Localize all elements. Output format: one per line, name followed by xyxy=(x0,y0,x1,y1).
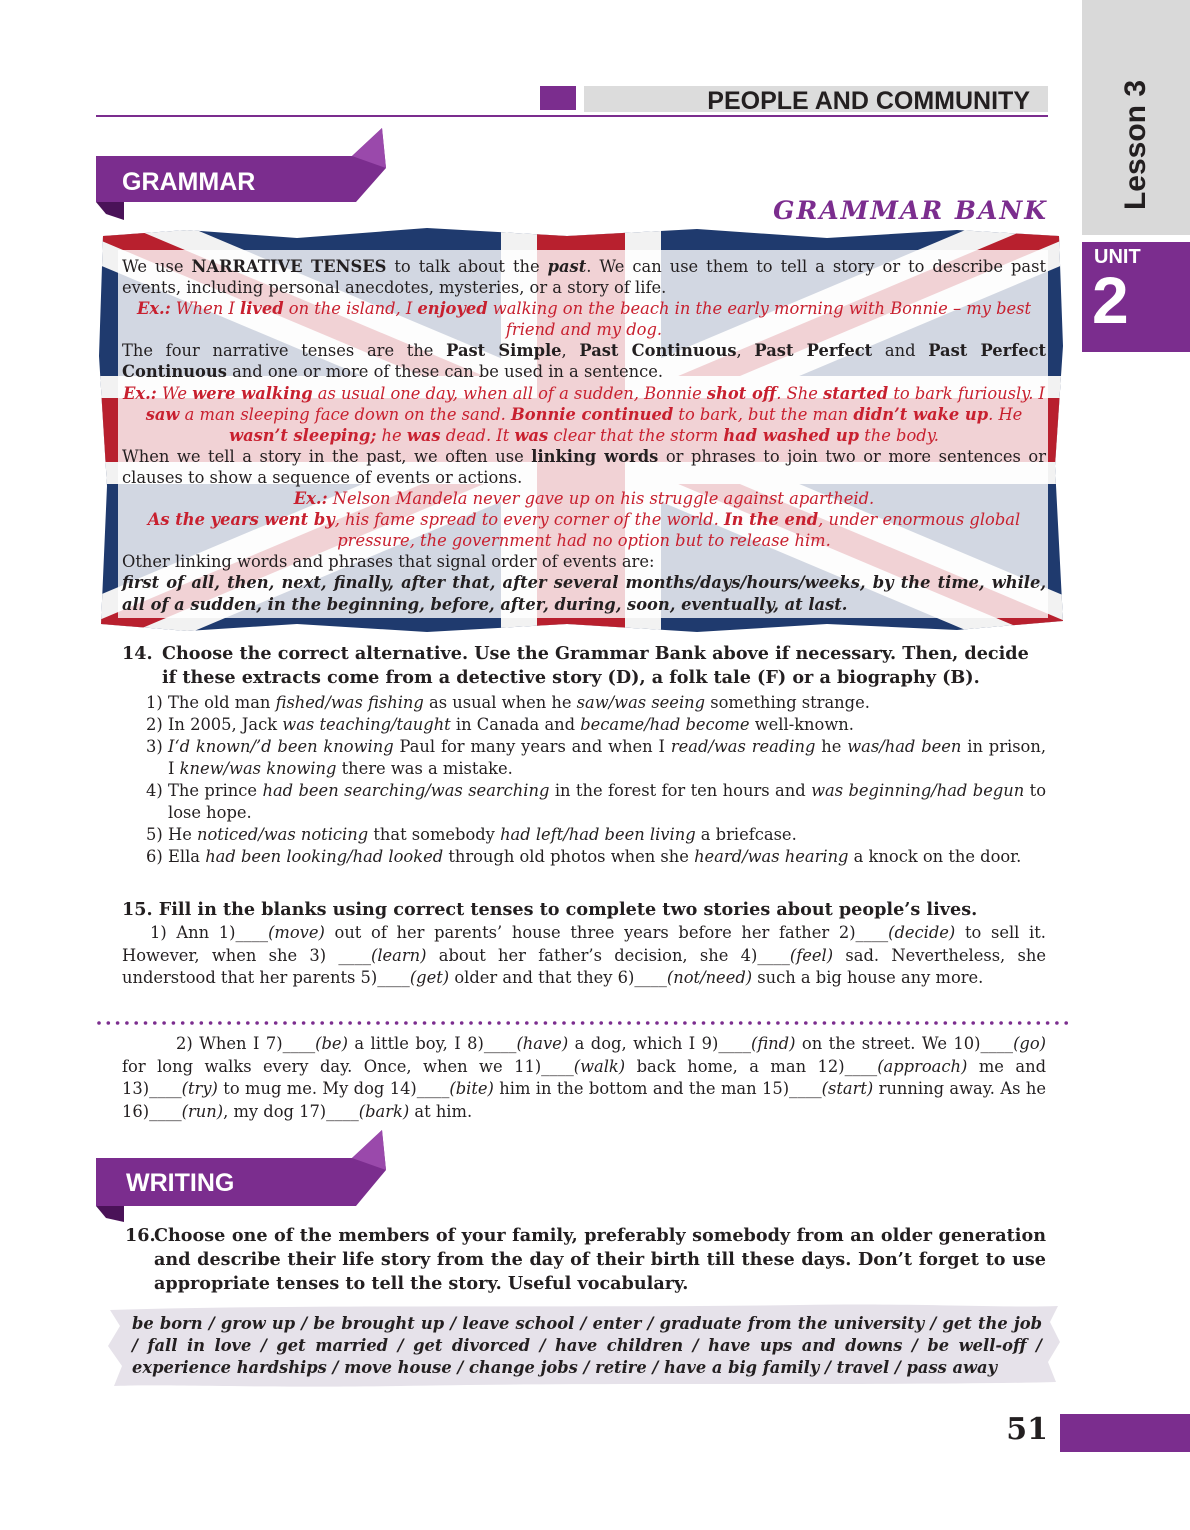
exercise-14-instruction: 14. Choose the correct alternative. Use the Grammar Bank above if necessary. Then, decide if these extracts come from a detective story (D), a folk tale (F) or a biography (B). xyxy=(122,643,1029,688)
divider-dot xyxy=(730,1021,734,1025)
grammar-paragraph-4: Other linking words and phrases that signal order of events are: xyxy=(122,552,655,572)
divider-dot xyxy=(386,1021,390,1025)
divider-dot xyxy=(125,1021,129,1025)
divider-dot xyxy=(181,1021,185,1025)
item-text: I‘d known/’d been knowing Paul for many years and when I read/was reading he was/had been in prison, I knew/was knowing there was a mistake. xyxy=(168,737,1047,778)
divider-dot xyxy=(348,1021,352,1025)
divider-dot xyxy=(134,1021,138,1025)
divider-dot xyxy=(785,1021,789,1025)
unit-badge xyxy=(1082,242,1190,352)
divider-dot xyxy=(916,1021,920,1025)
divider-dot xyxy=(525,1021,529,1025)
divider-dot xyxy=(832,1021,836,1025)
divider-dot xyxy=(553,1021,557,1025)
divider-dot xyxy=(990,1021,994,1025)
divider-dot xyxy=(851,1021,855,1025)
page-number-bar xyxy=(1060,1414,1190,1452)
page-number: 51 xyxy=(1006,1412,1048,1447)
divider-dot xyxy=(116,1021,120,1025)
divider-dot xyxy=(227,1021,231,1025)
divider-dot xyxy=(711,1021,715,1025)
unit-number: 2 xyxy=(1092,263,1129,337)
divider-dot xyxy=(265,1021,269,1025)
divider-dot xyxy=(395,1021,399,1025)
header-rule xyxy=(96,115,1048,117)
divider-dot xyxy=(479,1021,483,1025)
item-number: 1) xyxy=(146,693,163,712)
item-text: He noticed/was noticing that somebody had left/had been living a briefcase. xyxy=(168,825,797,844)
exercise-number: 14. xyxy=(122,643,153,664)
divider-dot xyxy=(432,1021,436,1025)
divider-dot xyxy=(423,1021,427,1025)
divider-dot xyxy=(497,1021,501,1025)
exercise-14-item xyxy=(146,780,1046,824)
divider-dot xyxy=(888,1021,892,1025)
divider-dot xyxy=(451,1021,455,1025)
divider-dot xyxy=(897,1021,901,1025)
divider-dot xyxy=(1055,1021,1059,1025)
divider-dot xyxy=(413,1021,417,1025)
divider-dot xyxy=(1046,1021,1050,1025)
divider-dot xyxy=(748,1021,752,1025)
exercise-14-item xyxy=(146,714,1046,736)
item-text: Ella had been looking/had looked through old photos when she heard/was hearing a knock on the door. xyxy=(168,847,1022,866)
lesson-label: Lesson 3 xyxy=(1119,79,1152,211)
grammar-bank-title: GRAMMAR BANK xyxy=(773,196,1048,225)
divider-dot xyxy=(618,1021,622,1025)
exercise-number: 16. xyxy=(125,1225,156,1246)
divider-dot xyxy=(999,1021,1003,1025)
divider-dot xyxy=(581,1021,585,1025)
divider-dot xyxy=(562,1021,566,1025)
divider-dot xyxy=(795,1021,799,1025)
divider-dot xyxy=(274,1021,278,1025)
divider-dot xyxy=(683,1021,687,1025)
dotted-divider xyxy=(96,1020,1074,1026)
divider-dot xyxy=(162,1021,166,1025)
divider-dot xyxy=(665,1021,669,1025)
divider-dot xyxy=(674,1021,678,1025)
story-1: 1) Ann 1)____(move) out of her parents’ house three years before her father 2)____(decide) to sell it. However, when she 3) ____(learn) about her father’s decision, she 4)____(feel) sad. Nevertheless, she understood that her parents 5)____(get) older and that they 6)____(not/need) such a big house any more. xyxy=(122,923,1046,987)
exercise-14-item xyxy=(146,824,1046,846)
divider-dot xyxy=(339,1021,343,1025)
divider-dot xyxy=(153,1021,157,1025)
divider-dot xyxy=(441,1021,445,1025)
exercise-15-instruction: 15. Fill in the blanks using correct tenses to complete two stories about people’s lives. xyxy=(122,899,978,920)
divider-dot xyxy=(860,1021,864,1025)
exercise-14-item xyxy=(146,736,1046,780)
divider-dot xyxy=(506,1021,510,1025)
divider-dot xyxy=(944,1021,948,1025)
item-text: In 2005, Jack was teaching/taught in Canada and became/had become well-known. xyxy=(168,715,854,734)
writing-heading: WRITING xyxy=(126,1169,235,1197)
divider-dot xyxy=(1018,1021,1022,1025)
divider-dot xyxy=(200,1021,204,1025)
item-text: The old man fished/was fishing as usual when he saw/was seeing something strange. xyxy=(168,693,870,712)
unit-word: UNIT xyxy=(1094,246,1141,268)
divider-dot xyxy=(702,1021,706,1025)
divider-dot xyxy=(813,1021,817,1025)
divider-dot xyxy=(1027,1021,1031,1025)
divider-dot xyxy=(534,1021,538,1025)
divider-dot xyxy=(776,1021,780,1025)
item-number: 3) xyxy=(146,737,163,756)
grammar-example-3: Ex.: Nelson Mandela never gave up on his struggle against apartheid. As the years went by, his fame spread to every corner of the world. In the end, under enormous global pressure, the government had no option but to release him. xyxy=(147,489,1021,551)
grammar-example-2: Ex.: We were walking as usual one day, when all of a sudden, Bonnie shot off. She started to bark furiously. I saw a man sleeping face down on the sand. Bonnie continued to bark, but the man didn’t wake up. He wasn’t sleeping; he was dead. It was clear that the storm had washed up the body. xyxy=(123,383,1045,445)
divider-dot xyxy=(692,1021,696,1025)
divider-dot xyxy=(172,1021,176,1025)
divider-dot xyxy=(404,1021,408,1025)
divider-dot xyxy=(572,1021,576,1025)
item-number: 6) xyxy=(146,847,163,866)
divider-dot xyxy=(646,1021,650,1025)
divider-dot xyxy=(218,1021,222,1025)
divider-dot xyxy=(841,1021,845,1025)
linking-words-list: first of all, then, next, finally, after that, after several months/days/hours/weeks, by the time, while, all of a sudden, in the beginning, before, after, during, soon, eventually, at last. xyxy=(122,573,1046,614)
header-square xyxy=(540,86,576,110)
divider-dot xyxy=(720,1021,724,1025)
item-number: 2) xyxy=(146,715,163,734)
exercise-number: 15. xyxy=(122,899,153,920)
item-number: 4) xyxy=(146,781,163,800)
divider-dot xyxy=(469,1021,473,1025)
divider-dot xyxy=(367,1021,371,1025)
divider-dot xyxy=(981,1021,985,1025)
grammar-example-1: Ex.: When I lived on the island, I enjoyed walking on the beach in the early morning with Bonnie – my best friend and my dog. xyxy=(136,299,1032,340)
divider-dot xyxy=(302,1021,306,1025)
divider-dot xyxy=(823,1021,827,1025)
divider-dot xyxy=(934,1021,938,1025)
divider-dot xyxy=(962,1021,966,1025)
page-title: PEOPLE AND COMMUNITY xyxy=(707,87,1030,115)
divider-dot xyxy=(599,1021,603,1025)
divider-dot xyxy=(627,1021,631,1025)
divider-dot xyxy=(330,1021,334,1025)
divider-dot xyxy=(906,1021,910,1025)
grammar-paragraph-1: We use NARRATIVE TENSES to talk about the past. We can use them to tell a story or to describe past events, including personal anecdotes, mysteries, or a story of life. xyxy=(122,257,1046,298)
divider-dot xyxy=(144,1021,148,1025)
divider-dot xyxy=(460,1021,464,1025)
grammar-paragraph-2: The four narrative tenses are the Past Simple, Past Continuous, Past Perfect and Past Perfect Continuous and one or more of these can be used in a sentence. xyxy=(122,341,1047,382)
divider-dot xyxy=(655,1021,659,1025)
divider-dot xyxy=(953,1021,957,1025)
divider-dot xyxy=(237,1021,241,1025)
divider-dot xyxy=(516,1021,520,1025)
divider-dot xyxy=(190,1021,194,1025)
grammar-bank-text xyxy=(122,256,1046,615)
divider-dot xyxy=(590,1021,594,1025)
divider-dot xyxy=(311,1021,315,1025)
divider-dot xyxy=(488,1021,492,1025)
grammar-heading: GRAMMAR xyxy=(122,168,256,196)
divider-dot xyxy=(758,1021,762,1025)
exercise-16-instruction: 16. Choose one of the members of your family, preferably somebody from an older generation and describe their life story from the day of their birth till these days. Don’t forget to use appropriate tenses to tell the story. Useful vocabulary. xyxy=(125,1225,1046,1294)
divider-dot xyxy=(1009,1021,1013,1025)
divider-dot xyxy=(293,1021,297,1025)
divider-dot xyxy=(320,1021,324,1025)
divider-dot xyxy=(1064,1021,1068,1025)
grammar-paragraph-3: When we tell a story in the past, we often use linking words or phrases to join two or more sentences or clauses to show a sequence of events or actions. xyxy=(122,446,1046,487)
divider-dot xyxy=(878,1021,882,1025)
divider-dot xyxy=(246,1021,250,1025)
divider-dot xyxy=(637,1021,641,1025)
divider-dot xyxy=(609,1021,613,1025)
item-text: The prince had been searching/was searching in the forest for ten hours and was beginning/had begun to lose hope. xyxy=(168,781,1046,822)
exercise-14-item xyxy=(146,692,1046,714)
divider-dot xyxy=(544,1021,548,1025)
story-2: 2) When I 7)____(be) a little boy, I 8)____(have) a dog, which I 9)____(find) on the street. We 10)____(go) for long walks every day. Once, when we 11)____(walk) back home, a man 12)____(approach) me and 13)____(try) to mug me. My dog 14)____(bite) him in the bottom and the man 15)____(start) running away. As he 16)____(run), my dog 17)____(bark) at him. xyxy=(122,1034,1047,1121)
divider-dot xyxy=(1037,1021,1041,1025)
vocabulary-list: be born / grow up / be brought up / leave school / enter / graduate from the university / get the job / fall in love / get married / get divorced / have children / have ups and downs / be well-off / experience hardships / move house / change jobs / retire / have a big family / travel / pass away xyxy=(132,1314,1042,1377)
divider-dot xyxy=(767,1021,771,1025)
divider-dot xyxy=(739,1021,743,1025)
divider-dot xyxy=(107,1021,111,1025)
divider-dot xyxy=(376,1021,380,1025)
divider-dot xyxy=(925,1021,929,1025)
divider-dot xyxy=(209,1021,213,1025)
exercise-14-item xyxy=(146,846,1046,868)
divider-dot xyxy=(869,1021,873,1025)
divider-dot xyxy=(358,1021,362,1025)
divider-dot xyxy=(804,1021,808,1025)
divider-dot xyxy=(971,1021,975,1025)
divider-dot xyxy=(255,1021,259,1025)
divider-dot xyxy=(97,1021,101,1025)
divider-dot xyxy=(283,1021,287,1025)
item-number: 5) xyxy=(146,825,163,844)
